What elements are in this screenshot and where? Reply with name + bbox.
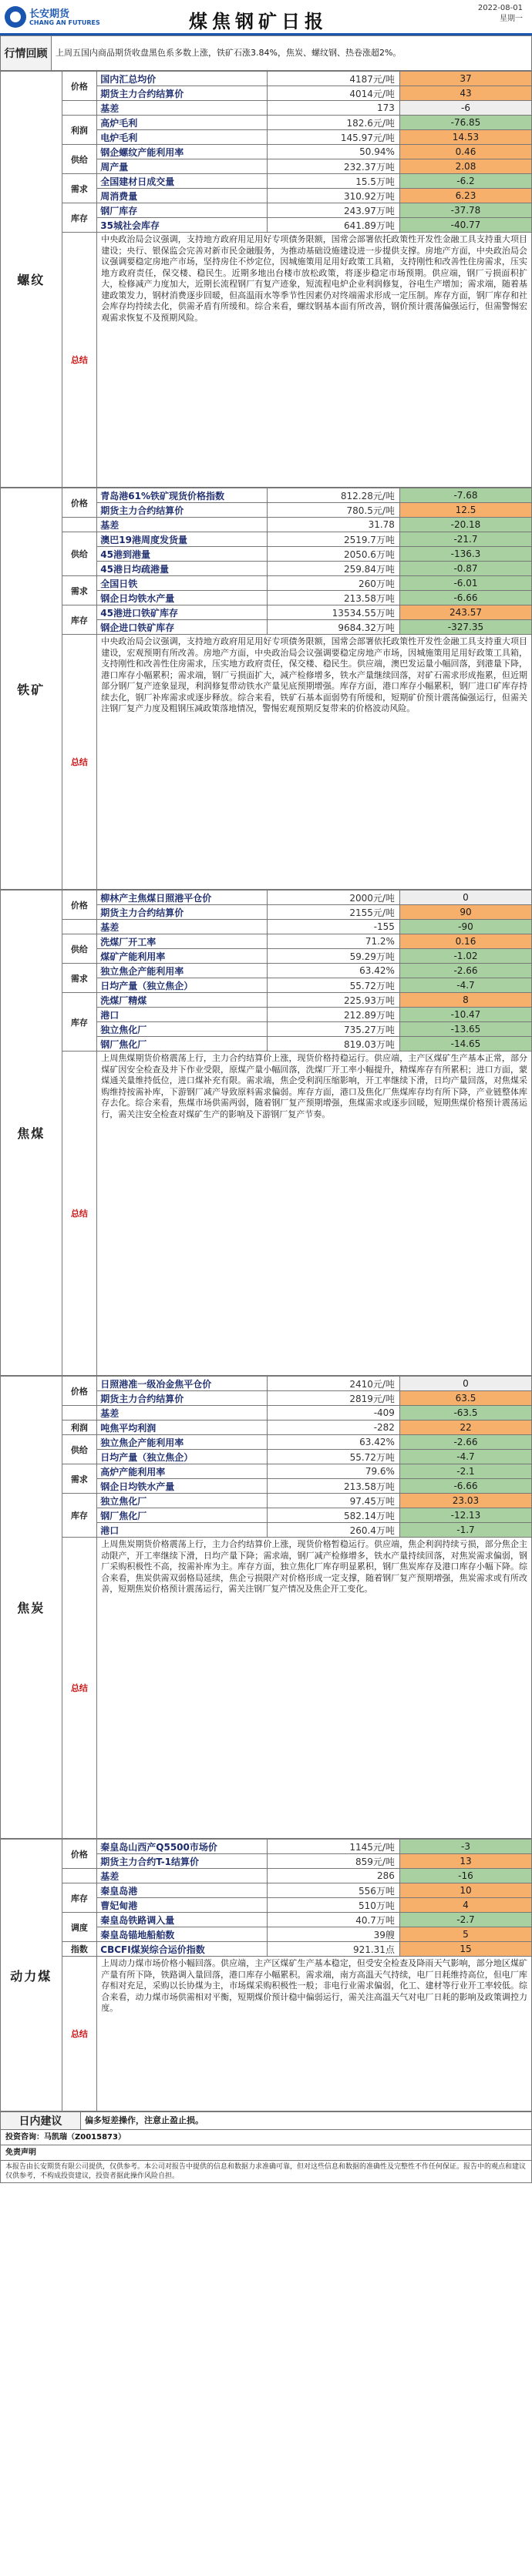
summary-row [1, 1957, 532, 2111]
indicator-name: 基差 [97, 920, 267, 934]
indicator-change: -12.13 [399, 1508, 531, 1523]
company-name-cn: 长安期货 [29, 8, 70, 20]
indicator-value: 2410元/吨 [267, 1377, 399, 1391]
row-group-label: 供给 [62, 934, 97, 964]
indicator-value: 2000元/吨 [267, 891, 399, 905]
indicator-name: 青岛港61%铁矿现货价格指数 [97, 488, 267, 503]
indicator-change: 13 [399, 1854, 531, 1869]
report-title: 煤焦钢矿日报 [189, 11, 328, 32]
indicator-value: 259.84万吨 [267, 562, 399, 576]
row-group-label: 库存 [62, 993, 97, 1052]
section-name: 螺纹 [1, 72, 62, 488]
indicator-change: -3 [399, 1840, 531, 1854]
row-group-label [62, 920, 97, 934]
data-row [1, 1464, 532, 1479]
data-row [1, 993, 532, 1008]
indicator-name: 35城社会库存 [97, 218, 267, 233]
indicator-change: -6.2 [399, 174, 531, 189]
indicator-change: -10.47 [399, 1008, 531, 1022]
section-name: 焦煤 [1, 891, 62, 1376]
indicator-value: 71.2% [267, 934, 399, 949]
indicator-change: -2.66 [399, 1435, 531, 1450]
indicator-name: 期货主力合约结算价 [97, 905, 267, 920]
indicator-name: 基差 [97, 101, 267, 116]
row-group-label: 价格 [62, 72, 97, 101]
section-coking_coal [0, 890, 532, 1376]
row-group-label: 需求 [62, 964, 97, 993]
indicator-value: 50.94% [267, 145, 399, 159]
indicator-value: 55.72万吨 [267, 1450, 399, 1464]
indicator-name: 周消费量 [97, 189, 267, 203]
indicator-change: -16 [399, 1869, 531, 1883]
indicator-value: -155 [267, 920, 399, 934]
row-group-label: 指数 [62, 1942, 97, 1957]
indicator-value: 286 [267, 1869, 399, 1883]
indicator-value: -282 [267, 1420, 399, 1435]
indicator-change: -13.65 [399, 1022, 531, 1037]
indicator-value: 812.28元/吨 [267, 488, 399, 503]
indicator-value: 63.42% [267, 1435, 399, 1450]
indicator-name: 洗煤厂精煤 [97, 993, 267, 1008]
indicator-name: 全国建材日成交量 [97, 174, 267, 189]
indicator-name: 电炉毛利 [97, 130, 267, 145]
data-row [1, 1406, 532, 1420]
indicator-value: 212.89万吨 [267, 1008, 399, 1022]
row-group-label: 利润 [62, 1420, 97, 1435]
section-coke [0, 1376, 532, 1839]
row-group-label: 库存 [62, 1494, 97, 1538]
data-row [1, 1377, 532, 1391]
weekday-text: 星期一 [500, 15, 523, 23]
daily-advice-label: 日内建议 [1, 2112, 81, 2130]
indicator-change: 6.23 [399, 189, 531, 203]
indicator-change: 14.53 [399, 130, 531, 145]
indicator-value: 63.42% [267, 964, 399, 978]
indicator-name: 钢企进口铁矿库存 [97, 620, 267, 635]
indicator-change: 43 [399, 86, 531, 101]
indicator-change: 90 [399, 905, 531, 920]
date-text: 2022-08-01 [477, 4, 523, 12]
disclaimer-title: 免责声明 [5, 2148, 36, 2157]
indicator-change: -20.18 [399, 518, 531, 532]
data-row [1, 174, 532, 189]
indicator-name: 吨焦平均利润 [97, 1420, 267, 1435]
company-logo [5, 3, 100, 32]
indicator-value: 582.14万吨 [267, 1508, 399, 1523]
indicator-change: -4.7 [399, 1450, 531, 1464]
indicator-value: 225.93万吨 [267, 993, 399, 1008]
indicator-value: 310.92万吨 [267, 189, 399, 203]
indicator-value: 859元/吨 [267, 1854, 399, 1869]
indicator-name: 45港进口铁矿库存 [97, 605, 267, 620]
data-row [1, 518, 532, 532]
data-row [1, 145, 532, 159]
row-group-label: 调度 [62, 1913, 97, 1942]
row-group-label [62, 1406, 97, 1420]
indicator-change: 0 [399, 1377, 531, 1391]
indicator-name: 45港日均疏港量 [97, 562, 267, 576]
summary-label: 总结 [62, 1052, 97, 1376]
analyst-text: 投资咨询：马凯瑞（Z0015873） [5, 2133, 126, 2142]
indicator-change: 4 [399, 1898, 531, 1913]
row-group-label: 供给 [62, 532, 97, 576]
indicator-value: 40.7万吨 [267, 1913, 399, 1927]
data-row [1, 1913, 532, 1927]
indicator-name: 柳林产主焦煤日照港平仓价 [97, 891, 267, 905]
indicator-change: 243.57 [399, 605, 531, 620]
indicator-value: 79.6% [267, 1464, 399, 1479]
summary-text: 中央政治局会议强调，支持地方政府用足用好专项债务限额，国常会部署依托政策性开发性金融工具支持重大项目建设；央行、银保监会完善对新市民金融服务，为推动基础设施建设进一步提供支撑。房地产方面，中央政治局会议强调要稳定房地产市场，坚持房住不炒定位，因城施策用足用好政策工具箱，支持刚性和改善性住房需求，压实地方政府责任，保交楼、稳民生。近期多地出台楼市放松政策，将逐步稳定市场预期。供应端，钢厂亏损面积扩大，检修减产力度加大，近期长流程钢厂有复产迹象，短流程电炉企业利润修复，谷电生产增加；需求端，随着基建政策发力，钢材消费逐步回暖，但高温雨水等季节性因素仍对终端需求形成一定压制。库存方面，钢厂库存和社会库存均持续去化，供需矛盾有所缓和。综合来看，螺纹钢基本面有所改善，钢价预计震荡偏强运行，但需警惕宏观需求恢复不及预期风险。 [97, 233, 532, 488]
indicator-value: 4014元/吨 [267, 86, 399, 101]
indicator-name: 期货主力合约结算价 [97, 503, 267, 518]
indicator-value: 55.72万吨 [267, 978, 399, 993]
indicator-change: 37 [399, 72, 531, 86]
data-row [1, 101, 532, 116]
report-header [0, 0, 532, 35]
row-group-label [62, 101, 97, 116]
daily-advice-text: 偏多短差操作，注意止盈止损。 [81, 2112, 532, 2130]
indicator-value: 59.29万吨 [267, 949, 399, 964]
indicator-name: 秦皇岛港 [97, 1883, 267, 1898]
indicator-name: 基差 [97, 1869, 267, 1883]
summary-text: 中央政治局会议强调，支持地方政府用足用好专项债务限额，国常会部署依托政策性开发性金融工具支持重大项目建设，宏观预期有所改善。房地产方面，中央政治局会议强调要稳定房地产市场，因城施策用足用好政策工具箱，支持刚性和改善性住房需求，压实地方政府责任，保交楼、稳民生。供应端，澳巴发运量小幅回落，到港量下降，港口库存小幅累积；需求端，钢厂亏损面扩大，减产检修增多，铁水产量继续回落，对矿石需求形成拖累，但近期部分钢厂复产迹象显现，利润修复带动铁水产量见底预期增强。库存方面，港口库存小幅累积，钢厂进口矿库存持续去化，钢厂补库需求或逐步释放。综合来看，铁矿石基本面弱势有所缓和，短期矿价预计震荡偏强运行，但需关注钢厂复产力度及粗钢压减政策落地情况，警惕宏观预期反复带来的价格波动风险。 [97, 635, 532, 890]
indicator-value: 260万吨 [267, 576, 399, 591]
indicator-change: 0.46 [399, 145, 531, 159]
indicator-change: -21.7 [399, 532, 531, 547]
indicator-name: 周产量 [97, 159, 267, 174]
indicator-name: 钢厂焦化厂 [97, 1037, 267, 1052]
data-row [1, 1942, 532, 1957]
indicator-name: 洗煤厂开工率 [97, 934, 267, 949]
indicator-change: -90 [399, 920, 531, 934]
indicator-name: 日均产量（独立焦企） [97, 978, 267, 993]
indicator-name: 基差 [97, 518, 267, 532]
row-group-label: 需求 [62, 576, 97, 605]
indicator-change: -6.01 [399, 576, 531, 591]
indicator-name: 全国日铁 [97, 576, 267, 591]
summary-row [1, 1538, 532, 1839]
indicator-name: 期货主力合约T-1结算价 [97, 1854, 267, 1869]
data-row [1, 1435, 532, 1450]
indicator-name: 45港到港量 [97, 547, 267, 562]
indicator-change: -327.35 [399, 620, 531, 635]
indicator-change: -2.7 [399, 1913, 531, 1927]
indicator-name: 澳巴19港周度发货量 [97, 532, 267, 547]
indicator-value: 145.97元/吨 [267, 130, 399, 145]
row-group-label: 价格 [62, 1377, 97, 1406]
indicator-name: 高炉毛利 [97, 116, 267, 130]
indicator-name: 港口 [97, 1523, 267, 1538]
indicator-change: -14.65 [399, 1037, 531, 1052]
section-iron_ore [0, 488, 532, 890]
row-group-label: 需求 [62, 1464, 97, 1494]
commodity-sections [0, 71, 532, 2111]
indicator-change: -2.66 [399, 964, 531, 978]
indicator-change: -6.66 [399, 1479, 531, 1494]
indicator-value: 31.78 [267, 518, 399, 532]
indicator-name: 秦皇岛山西产Q5500市场价 [97, 1840, 267, 1854]
company-name-en: CHANG AN FUTURES [29, 19, 100, 26]
indicator-value: 780.5元/吨 [267, 503, 399, 518]
indicator-name: 独立焦企产能利用率 [97, 964, 267, 978]
summary-text: 上周焦炭期货价格震荡上行，主力合约结算价上涨，现货价格暂稳运行。供应端，焦企利润持续亏损，部分焦企主动限产，开工率继续下滑，日均产量下降；需求端，钢厂减产检修增多，铁水产量持续回落，对焦炭需求偏弱，钢厂采购积极性不高，按需补库为主。库存方面，独立焦化厂库存明显累积，钢厂焦炭库存及港口库存小幅下降。综合来看，焦炭供需双弱格局延续，焦企亏损限产对价格形成一定支撑，随着钢厂复产预期增强，焦炭需求或有所改善，短期焦炭价格预计震荡运行，需关注钢厂复产情况及焦企开工变化。 [97, 1538, 532, 1839]
data-row [1, 576, 532, 591]
data-row [1, 1494, 532, 1508]
row-group-label [62, 518, 97, 532]
indicator-value: 556万吨 [267, 1883, 399, 1898]
indicator-name: 钢企螺纹产能利用率 [97, 145, 267, 159]
data-row [1, 1420, 532, 1435]
indicator-change: -1.02 [399, 949, 531, 964]
indicator-value: 2050.6万吨 [267, 547, 399, 562]
market-review-table [0, 35, 532, 71]
indicator-name: 煤矿产能利用率 [97, 949, 267, 964]
indicator-value: 15.5万吨 [267, 174, 399, 189]
data-row [1, 203, 532, 218]
daily-advice-table [0, 2111, 532, 2183]
indicator-value: -409 [267, 1406, 399, 1420]
row-group-label: 供给 [62, 1435, 97, 1464]
row-group-label: 价格 [62, 1840, 97, 1869]
data-row [1, 532, 532, 547]
indicator-name: 日照港准一级冶金焦平仓价 [97, 1377, 267, 1391]
disclaimer-text: 本报告由长安期货有限公司提供，仅供参考。本公司对报告中提供的信息和数据力求准确可靠，但对这些信息和数据的准确性及完整性不作任何保证。报告中的观点和建议仅供参考，不构成投资建议，投资者据此操作风险自担。 [1, 2161, 532, 2183]
indicator-name: 高炉产能利用率 [97, 1464, 267, 1479]
indicator-change: 5 [399, 1927, 531, 1942]
indicator-value: 9684.32万吨 [267, 620, 399, 635]
indicator-change: -136.3 [399, 547, 531, 562]
indicator-change: 15 [399, 1942, 531, 1957]
market-review-text: 上周五国内商品期货收盘黑色系多数上涨，铁矿石涨3.84%，焦炭、螺纹钢、热卷涨超2%。 [52, 36, 532, 71]
indicator-value: 39艘 [267, 1927, 399, 1942]
data-row [1, 116, 532, 130]
indicator-name: 期货主力合约结算价 [97, 86, 267, 101]
indicator-change: -37.78 [399, 203, 531, 218]
indicator-value: 921.31点 [267, 1942, 399, 1957]
indicator-change: -2.1 [399, 1464, 531, 1479]
indicator-name: 钢厂焦化厂 [97, 1508, 267, 1523]
indicator-value: 232.37万吨 [267, 159, 399, 174]
row-group-label: 库存 [62, 1883, 97, 1913]
indicator-value: 13534.55万吨 [267, 605, 399, 620]
summary-text: 上周动力煤市场价格小幅回落。供应端，主产区煤矿生产基本稳定，但受安全检查及降雨天气影响，部分地区煤矿产量有所下降，铁路调入量回落，港口库存小幅累积。需求端，南方高温天气持续，电厂日耗维持高位，但电厂库存相对充足，采购以长协煤为主，市场煤采购积极性一般；非电行业需求偏弱，化工、建材等行业开工率较低。综合来看，动力煤市场供需相对平衡，短期煤价预计稳中偏弱运行，需关注高温天气对电厂日耗的影响及政策调控力度。 [97, 1957, 532, 2111]
indicator-name: 秦皇岛铁路调入量 [97, 1913, 267, 1927]
indicator-change: -63.5 [399, 1406, 531, 1420]
row-group-label: 利润 [62, 116, 97, 145]
summary-label: 总结 [62, 233, 97, 488]
row-group-label: 需求 [62, 174, 97, 203]
indicator-change: -6 [399, 101, 531, 116]
section-name: 动力煤 [1, 1840, 62, 2111]
indicator-value: 1145元/吨 [267, 1840, 399, 1854]
indicator-change: 8 [399, 993, 531, 1008]
indicator-change: 12.5 [399, 503, 531, 518]
summary-row [1, 233, 532, 488]
indicator-change: -76.85 [399, 116, 531, 130]
indicator-value: 641.89万吨 [267, 218, 399, 233]
row-group-label: 价格 [62, 488, 97, 518]
indicator-name: 秦皇岛锚地船舶数 [97, 1927, 267, 1942]
indicator-value: 819.03万吨 [267, 1037, 399, 1052]
indicator-value: 97.45万吨 [267, 1494, 399, 1508]
indicator-value: 4187元/吨 [267, 72, 399, 86]
row-group-label: 库存 [62, 605, 97, 635]
header-rule [0, 33, 532, 35]
indicator-name: 基差 [97, 1406, 267, 1420]
row-group-label: 库存 [62, 203, 97, 233]
indicator-name: 独立焦化厂 [97, 1494, 267, 1508]
data-row [1, 920, 532, 934]
summary-row [1, 635, 532, 890]
indicator-change: 2.08 [399, 159, 531, 174]
indicator-value: 182.6元/吨 [267, 116, 399, 130]
indicator-value: 735.27万吨 [267, 1022, 399, 1037]
disclaimer-title-cell [1, 2145, 532, 2161]
indicator-value: 213.58万吨 [267, 591, 399, 605]
indicator-value: 2155元/吨 [267, 905, 399, 920]
indicator-value: 213.58万吨 [267, 1479, 399, 1494]
summary-row [1, 1052, 532, 1376]
indicator-change: 22 [399, 1420, 531, 1435]
indicator-name: 国内汇总均价 [97, 72, 267, 86]
indicator-change: -40.77 [399, 218, 531, 233]
indicator-name: 期货主力合约结算价 [97, 1391, 267, 1406]
market-review-label: 行情回顾 [1, 36, 52, 71]
indicator-name: 钢企日均铁水产量 [97, 1479, 267, 1494]
indicator-change: 10 [399, 1883, 531, 1898]
indicator-name: 独立焦化厂 [97, 1022, 267, 1037]
data-row [1, 488, 532, 503]
row-group-label: 供给 [62, 145, 97, 174]
indicator-name: 钢厂库存 [97, 203, 267, 218]
section-name: 焦炭 [1, 1377, 62, 1839]
indicator-change: -6.66 [399, 591, 531, 605]
data-row [1, 72, 532, 86]
data-row [1, 934, 532, 949]
indicator-change: -7.68 [399, 488, 531, 503]
indicator-value: 510万吨 [267, 1898, 399, 1913]
logo-mark-icon [5, 6, 26, 28]
summary-label: 总结 [62, 635, 97, 890]
analyst-line [1, 2130, 532, 2145]
indicator-name: 港口 [97, 1008, 267, 1022]
report-date [478, 3, 523, 25]
data-row [1, 964, 532, 978]
data-row [1, 1883, 532, 1898]
data-row [1, 605, 532, 620]
section-thermal_coal [0, 1839, 532, 2111]
data-row [1, 1869, 532, 1883]
indicator-change: 63.5 [399, 1391, 531, 1406]
indicator-name: 曹妃甸港 [97, 1898, 267, 1913]
indicator-change: 23.03 [399, 1494, 531, 1508]
indicator-value: 2519.7万吨 [267, 532, 399, 547]
indicator-value: 260.4万吨 [267, 1523, 399, 1538]
indicator-value: 243.97万吨 [267, 203, 399, 218]
indicator-name: 日均产量（独立焦企） [97, 1450, 267, 1464]
indicator-change: 0.16 [399, 934, 531, 949]
summary-label: 总结 [62, 1538, 97, 1839]
indicator-value: 2819元/吨 [267, 1391, 399, 1406]
indicator-name: 钢企日均铁水产量 [97, 591, 267, 605]
row-group-label [62, 1869, 97, 1883]
indicator-change: -4.7 [399, 978, 531, 993]
row-group-label: 价格 [62, 891, 97, 920]
indicator-value: 173 [267, 101, 399, 116]
summary-text: 上周焦煤期货价格震荡上行，主力合约结算价上涨，现货价格持稳运行。供应端，主产区煤矿生产基本正常，部分煤矿因安全检查及井下作业受限，原煤产量小幅回落，洗煤厂开工率小幅提升，精煤库存有所累积；进口方面，蒙煤通关量维持低位，进口煤补充有限。需求端，焦企受利润压缩影响，开工率继续下滑，日均产量回落，对焦煤采购维持按需补库，下游钢厂减产导致原料需求偏弱。库存方面，港口及焦化厂焦煤库存均有所下降，产业链整体库存去化。综合来看，焦煤市场供需两弱，随着钢厂复产预期增强，焦煤需求或逐步回暖，短期焦煤价格预计震荡运行，需关注安全检查对煤矿生产的影响及下游钢厂复产节奏。 [97, 1052, 532, 1376]
section-rebar [0, 71, 532, 488]
data-row [1, 1840, 532, 1854]
data-row [1, 891, 532, 905]
indicator-change: 0 [399, 891, 531, 905]
indicator-name: 独立焦企产能利用率 [97, 1435, 267, 1450]
indicator-name: CBCFI煤炭综合运价指数 [97, 1942, 267, 1957]
summary-label: 总结 [62, 1957, 97, 2111]
indicator-change: -1.7 [399, 1523, 531, 1538]
section-name: 铁矿 [1, 488, 62, 890]
indicator-change: -0.87 [399, 562, 531, 576]
